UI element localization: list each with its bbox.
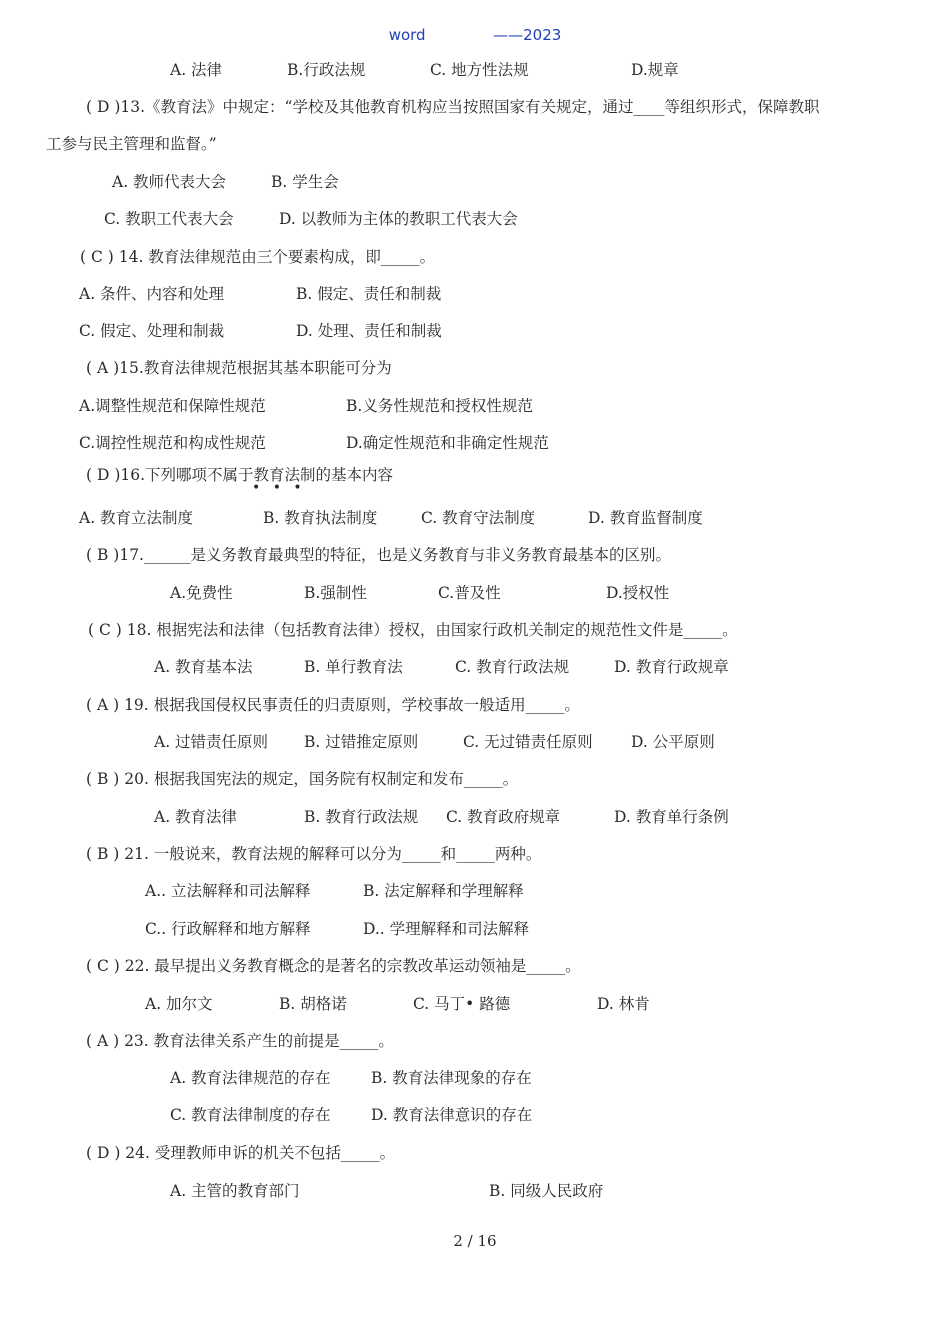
text-line-l49: C.. 行政解释和地方解释 [145, 920, 311, 938]
text-line-l30: D.授权性 [606, 584, 670, 602]
text-line-l22: A. 教育立法制度 [79, 509, 194, 527]
text-line-l06: 工参与民主管理和监督。” [46, 135, 217, 153]
text-line-l08: B. 学生会 [271, 173, 339, 191]
text-line-l26: ( B )17.______是义务教育最典型的特征，也是义务教育与非义务教育最基本的区别。 [86, 546, 671, 564]
text-line-l15: D. 处理、责任和制裁 [296, 322, 442, 340]
text-line-l29: C.普及性 [438, 584, 501, 602]
text-line-l03: C. 地方性法规 [430, 61, 529, 79]
text-line-l04: D.规章 [631, 61, 679, 79]
text-line-l01: A. 法律 [170, 61, 223, 79]
text-line-l41: ( B ) 20. 根据我国宪法的规定，国务院有权制定和发布_____。 [86, 770, 519, 788]
text-line-l47: A.. 立法解释和司法解释 [145, 882, 311, 900]
text-line-l42: A. 教育法律 [154, 808, 238, 826]
text-line-l40: D. 公平原则 [631, 733, 715, 751]
page-number: 2 / 16 [453, 1232, 497, 1250]
text-line-l27: A.免费性 [170, 584, 233, 602]
text-line-l12: A. 条件、内容和处理 [79, 285, 225, 303]
text-line-l16: ( A )15.教育法律规范根据其基本职能可分为 [86, 359, 392, 377]
text-line-l10: D. 以教师为主体的教职工代表大会 [279, 210, 518, 228]
text-line-l63: B. 同级人民政府 [489, 1182, 604, 1200]
text-line-l02: B.行政法规 [287, 61, 366, 79]
emphasis-dots: • • • [252, 480, 306, 496]
text-line-l24: C. 教育守法制度 [421, 509, 536, 527]
text-line-l19: C.调控性规范和构成性规范 [79, 434, 266, 452]
text-line-l07: A. 教师代表大会 [112, 173, 227, 191]
text-line-l05: ( D )13.《教育法》中规定：“学校及其他教育机构应当按照国家有关规定，通过____等组织形式，保障教职 [86, 98, 820, 116]
text-line-l11: ( C ) 14. 教育法律规范由三个要素构成，即_____。 [80, 248, 436, 266]
text-line-l23: B. 教育执法制度 [263, 509, 378, 527]
text-line-l39: C. 无过错责任原则 [463, 733, 593, 751]
text-line-l35: D. 教育行政规章 [614, 658, 729, 676]
text-line-l53: B. 胡格诺 [279, 995, 347, 1013]
text-line-l51: ( C ) 22. 最早提出义务教育概念的是著名的宗教改革运动领袖是_____。 [86, 957, 581, 975]
text-line-l62: A. 主管的教育部门 [170, 1182, 300, 1200]
text-line-l60: D. 教育法律意识的存在 [371, 1106, 533, 1124]
text-line-l34: C. 教育行政法规 [455, 658, 570, 676]
text-line-l21: ( D )16.下列哪项不属于教育法制的基本内容 [86, 466, 394, 484]
text-line-l17: A.调整性规范和保障性规范 [79, 397, 266, 415]
text-line-l36: ( A ) 19. 根据我国侵权民事责任的归责原则，学校事故一般适用_____。 [86, 696, 580, 714]
text-line-l28: B.强制性 [304, 584, 367, 602]
text-line-l45: D. 教育单行条例 [614, 808, 729, 826]
text-line-l31: ( C ) 18. 根据宪法和法律（包括教育法律）授权，由国家行政机关制定的规范性文件是_____。 [88, 621, 738, 639]
text-line-l61: ( D ) 24. 受理教师申诉的机关不包括_____。 [86, 1144, 396, 1162]
text-line-l52: A. 加尔文 [145, 995, 213, 1013]
text-line-l18: B.义务性规范和授权性规范 [346, 397, 533, 415]
text-line-l09: C. 教职工代表大会 [104, 210, 234, 228]
text-line-l32: A. 教育基本法 [154, 658, 253, 676]
text-line-l48: B. 法定解释和学理解释 [363, 882, 524, 900]
text-line-l33: B. 单行教育法 [304, 658, 403, 676]
text-line-l46: ( B ) 21. 一般说来，教育法规的解释可以分为_____和_____两种。 [86, 845, 542, 863]
header-left: word [388, 26, 426, 44]
text-line-l20: D.确定性规范和非确定性规范 [346, 434, 549, 452]
page-header [0, 26, 950, 44]
text-line-l14: C. 假定、处理和制裁 [79, 322, 225, 340]
text-line-l54: C. 马丁• 路德 [413, 995, 511, 1013]
text-line-l25: D. 教育监督制度 [588, 509, 703, 527]
text-line-l57: A. 教育法律规范的存在 [170, 1069, 331, 1087]
text-line-l13: B. 假定、责任和制裁 [296, 285, 442, 303]
text-line-l43: B. 教育行政法规 [304, 808, 419, 826]
header-right: ——2023 [493, 26, 562, 44]
text-line-l50: D.. 学理解释和司法解释 [363, 920, 530, 938]
text-line-l59: C. 教育法律制度的存在 [170, 1106, 331, 1124]
text-line-l58: B. 教育法律现象的存在 [371, 1069, 532, 1087]
text-line-l56: ( A ) 23. 教育法律关系产生的前提是_____。 [86, 1032, 394, 1050]
text-line-l55: D. 林肯 [597, 995, 650, 1013]
text-line-l37: A. 过错责任原则 [154, 733, 269, 751]
text-line-l38: B. 过错推定原则 [304, 733, 419, 751]
text-line-l44: C. 教育政府规章 [446, 808, 561, 826]
